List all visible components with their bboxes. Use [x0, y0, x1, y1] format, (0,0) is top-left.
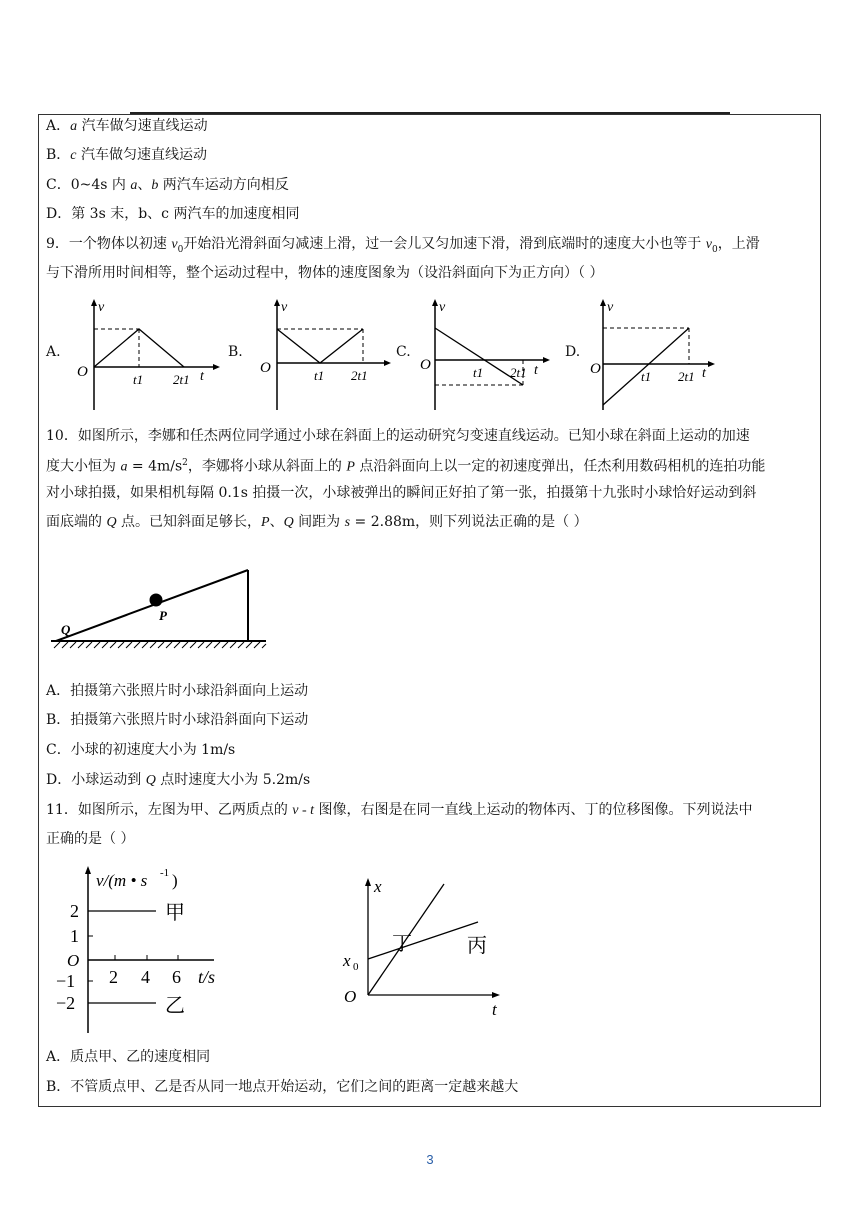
q10-stem-line2: 度大小恒为 $a = 4m/s^2$，李娜将小球从斜面上的 P 点沿斜面向上以一定的初速度弹出，任杰利用数码相机的连拍功能: [46, 458, 766, 475]
q11-right-xt-graph: [340, 870, 510, 1020]
q9-graph-d: [590, 297, 730, 412]
svg-text:t1: t1: [473, 365, 484, 380]
svg-text:t: t: [492, 1000, 497, 1019]
svg-text:v: v: [439, 300, 446, 315]
q9-option-a-label: A.: [46, 344, 61, 360]
svg-text:v: v: [98, 300, 105, 315]
svg-text:1: 1: [70, 926, 79, 946]
svg-text:Q: Q: [61, 622, 71, 637]
svg-text:−2: −2: [56, 993, 76, 1013]
svg-text:2: 2: [70, 901, 79, 921]
q10-option-c: C．小球的初速度大小为 1m/s: [46, 742, 236, 758]
q10-incline-figure: [46, 560, 271, 655]
q11-option-b: B．不管质点甲、乙是否从同一地点开始运动，它们之间的距离一定越来越大: [46, 1079, 519, 1095]
q8-option-b: B．c 汽车做匀速直线运动: [46, 147, 207, 163]
page-number: 3: [426, 1152, 434, 1167]
ground-hatching: [54, 642, 266, 648]
q9-graph-b: [255, 297, 395, 412]
q9-graph-c: [420, 297, 560, 412]
bing-line: [368, 922, 478, 959]
svg-text:乙: 乙: [165, 995, 185, 1017]
svg-text:O: O: [344, 987, 357, 1006]
svg-text:t1: t1: [641, 369, 652, 384]
q11-left-vt-graph: [52, 860, 247, 1040]
velocity-line: [94, 329, 184, 367]
q10-option-d: D．小球运动到 Q 点时速度大小为 5.2m/s: [46, 772, 311, 788]
svg-text:2t1: 2t1: [351, 368, 368, 383]
incline-surface: [56, 570, 248, 641]
q8-option-c: C．0~4s 内 a、b 两汽车运动方向相反: [46, 177, 289, 193]
velocity-line: [277, 329, 363, 363]
svg-text:丁: 丁: [392, 933, 412, 955]
svg-text:x: x: [343, 951, 351, 970]
svg-text:P: P: [159, 608, 167, 623]
svg-text:O: O: [420, 357, 431, 373]
q9-option-d-label: D.: [565, 344, 581, 360]
q10-option-a: A．拍摄第六张照片时小球沿斜面向上运动: [46, 683, 309, 699]
svg-text:−1: −1: [56, 971, 76, 991]
velocity-line: [603, 328, 689, 405]
svg-text:2: 2: [109, 967, 118, 987]
q9-graph-a: [72, 297, 222, 412]
q9-stem-line1: 9．一个物体以初速 $v_0$开始沿光滑斜面匀减速上滑，过一会儿又匀加速下滑，滑到底端时的速度大小也等于 $v_0$，上滑: [46, 236, 760, 255]
q11-stem-line2: 正确的是（ ）: [46, 831, 135, 847]
svg-text:t: t: [200, 369, 204, 384]
svg-text:): ): [172, 871, 178, 890]
q9-stem-line2: 与下滑所用时间相等，整个运动过程中，物体的速度图象为（设沿斜面向下为正方向）（ ）: [46, 265, 604, 281]
q8-option-d: D．第 3s 末，b、c 两汽车的加速度相同: [46, 206, 300, 222]
svg-text:甲: 甲: [165, 902, 185, 924]
svg-text:t: t: [702, 366, 706, 381]
svg-text:4: 4: [141, 967, 150, 987]
svg-text:O: O: [67, 951, 80, 970]
q8-option-a: A．a 汽车做匀速直线运动: [46, 118, 208, 134]
ball: [150, 594, 163, 607]
svg-text:t1: t1: [133, 372, 144, 387]
svg-text:2t1: 2t1: [173, 372, 190, 387]
q11-stem-line1: 11．如图所示，左图为甲、乙两质点的 v - t 图像，右图是在同一直线上运动的物体丙、丁的位移图像。下列说法中: [46, 802, 753, 818]
svg-text:2t1: 2t1: [510, 365, 527, 380]
svg-text:O: O: [77, 364, 88, 380]
svg-text:0: 0: [353, 961, 359, 973]
svg-text:t1: t1: [314, 368, 325, 383]
svg-text:t/s: t/s: [198, 967, 216, 987]
q10-stem-line4: 面底端的 Q 点。已知斜面足够长，P、Q 间距为 s = 2.88m，则下列说法正确的是（ ）: [46, 514, 588, 530]
svg-text:O: O: [590, 361, 601, 377]
svg-text:O: O: [260, 360, 271, 376]
svg-text:6: 6: [172, 967, 181, 987]
svg-text:丙: 丙: [467, 935, 487, 957]
q10-stem-line3: 对小球拍摄，如果相机每隔 0.1s 拍摄一次，小球被弹出的瞬间正好拍了第一张，拍摄第十九张时小球恰好运动到斜: [46, 485, 757, 501]
svg-text:t: t: [534, 363, 538, 378]
q10-option-b: B．拍摄第六张照片时小球沿斜面向下运动: [46, 712, 309, 728]
svg-text:x: x: [374, 877, 382, 896]
svg-text:2t1: 2t1: [678, 369, 695, 384]
svg-text:v/(m • s: v/(m • s: [96, 871, 148, 890]
svg-text:v: v: [607, 300, 614, 315]
q11-option-a: A．质点甲、乙的速度相同: [46, 1049, 211, 1065]
q9-option-b-label: B.: [228, 344, 243, 360]
svg-text:-1: -1: [160, 867, 170, 879]
q9-option-c-label: C.: [396, 344, 411, 360]
q10-stem-line1: 10．如图所示，李娜和任杰两位同学通过小球在斜面上的运动研究匀变速直线运动。已知小球在斜面上运动的加速: [46, 428, 750, 444]
svg-text:v: v: [281, 300, 288, 315]
